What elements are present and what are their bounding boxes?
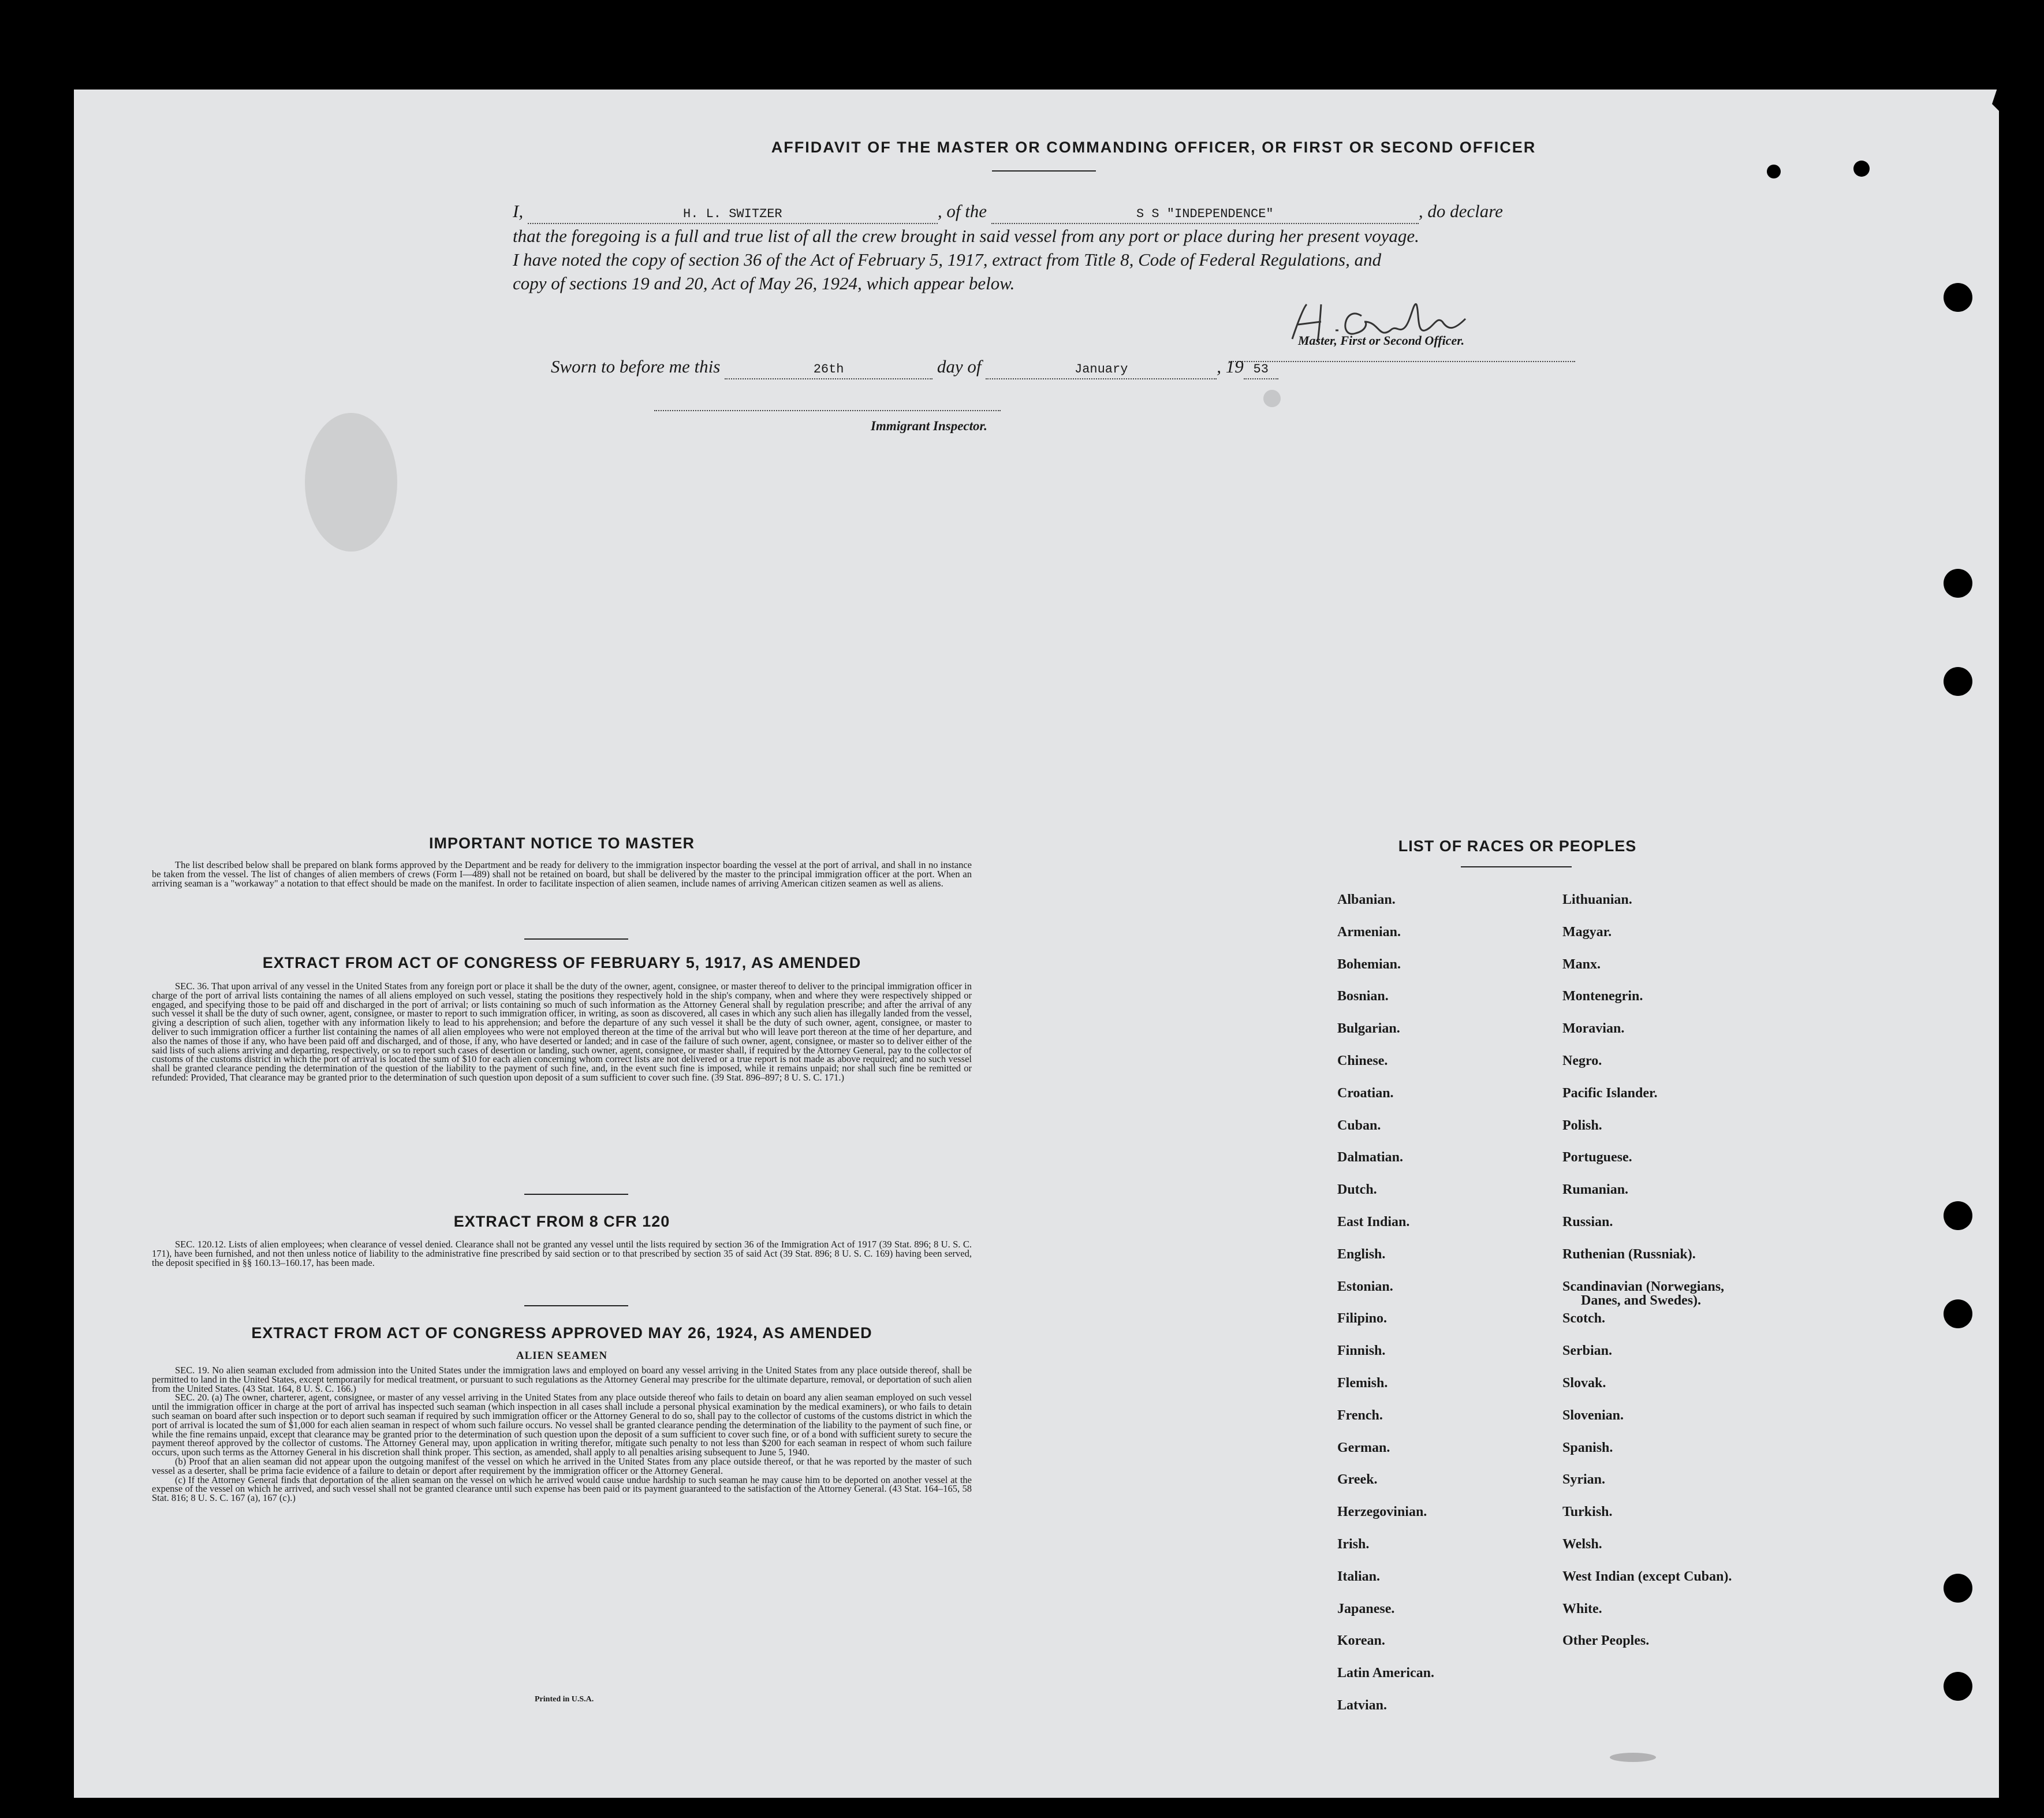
race-item: Finnish.	[1337, 1343, 1386, 1359]
title-divider	[992, 170, 1096, 172]
race-item: Spanish.	[1562, 1440, 1613, 1455]
race-item: French.	[1337, 1407, 1383, 1423]
race-item: Flemish.	[1337, 1376, 1388, 1391]
race-item: German.	[1337, 1440, 1390, 1455]
race-item: Korean.	[1337, 1633, 1385, 1649]
race-item: Syrian.	[1562, 1472, 1606, 1488]
sec20a-text: SEC. 20. (a) The owner, charterer, agent, consignee, or master of any vessel arriving in the United States from any place outside thereof who fails to detain on board any alien seaman employed on such vessel until the immigration officer in charge at the port of arrival has inspected such seaman (which inspection in all cases shall include a personal physical examination by the medical examiners), or who fails to detain such seaman on board after such inspection or to deport such seaman if required by such immigration officer or the Attorney General to do so, shall pay to the collector of customs of the customs district in which the port of arrival is located the sum of $1,000 for each alien seaman in respect of whom such failure occurs. No vessel shall be granted clearance pending the determination of the liability to the payment of such fine, or while the fine remains unpaid, except that clearance may be granted prior to the determination of such question upon the deposit of a sum sufficient to cover such fine, or of a bond with sufficient surety to secure the payment thereof approved by the collector of customs. The Attorney General may, upon application in writing therefor, mitigate such penalty to not less than $200 for each seaman in respect of whom such failure occurs, upon such terms as the Attorney General in his discretion shall think proper. This section, as amended, shall apply to all penalties arising subsequent to June 5, 1940.	[152, 1392, 972, 1458]
sworn-line	[551, 356, 1417, 379]
sec20c-text: (c) If the Attorney General finds that deportation of the alien seaman on the vessel on which he arrived would cause undue hardship to such seaman he may cause him to be deported on another vessel at the expense of the vessel on which he arrived, and such vessel shall not be granted clearance until such expense has been paid or its payment guaranteed to the satisfaction of the Attorney General. (43 Stat. 164–165, 58 Stat. 816; 8 U. S. C. 167 (a), 167 (c).)	[152, 1474, 972, 1504]
punch-hole-3	[1944, 283, 1972, 312]
race-item: Pacific Islander.	[1562, 1085, 1658, 1101]
punch-hole-1	[1767, 165, 1781, 178]
race-item: Lithuanian.	[1562, 892, 1632, 907]
race-item: East Indian.	[1337, 1215, 1410, 1230]
sworn-year-field: 53	[1244, 361, 1278, 379]
race-item: Dutch.	[1337, 1182, 1377, 1198]
race-item: Irish.	[1337, 1537, 1370, 1552]
race-item: Bulgarian.	[1337, 1021, 1400, 1037]
inspector-signature-line	[654, 410, 1001, 411]
race-item: White.	[1562, 1601, 1602, 1616]
day-of-label: day of	[937, 356, 982, 377]
race-item: Polish.	[1562, 1117, 1602, 1133]
race-item: Greek.	[1337, 1472, 1378, 1488]
declaration-paragraph	[513, 199, 1662, 295]
declaration-line-2: that the foregoing is a full and true list of all the crew brought in said vessel from any port or place during her present voyage.	[513, 226, 1419, 246]
do-declare-label: , do declare	[1418, 201, 1503, 221]
race-item: Croatian.	[1337, 1085, 1394, 1101]
section-divider-1	[524, 938, 628, 940]
races-divider	[1461, 866, 1572, 867]
notice-heading: IMPORTANT NOTICE TO MASTER	[429, 835, 695, 852]
race-item: Estonian.	[1337, 1279, 1393, 1294]
race-item: Russian.	[1562, 1215, 1613, 1230]
affidavit-title: AFFIDAVIT OF THE MASTER OR COMMANDING OFFICER, OR FIRST OR SECOND OFFICER	[771, 139, 1536, 156]
speck-mark	[1263, 390, 1281, 407]
sec19-text: SEC. 19. No alien seaman excluded from admission into the United States under the immigration laws and employed on board any vessel arriving in the United States from any place outside thereof, shall be permitted to land in the United States, except temporarily for medical treatment, or pursuant to such regulations as the Attorney General may prescribe for the ultimate departure, removal, or deportation of such alien from the United States. (43 Stat. 164, 8 U. S. C. 166.)	[152, 1365, 972, 1394]
race-item: Bohemian.	[1337, 956, 1401, 972]
race-item: Manx.	[1562, 956, 1601, 972]
punch-hole-2	[1853, 161, 1870, 177]
race-item: Armenian.	[1337, 924, 1401, 940]
torn-corner	[1929, 0, 2044, 196]
races-heading: LIST OF RACES OR PEOPLES	[1398, 837, 1637, 855]
of-the-label: , of the	[937, 201, 987, 221]
section-divider-2	[524, 1194, 628, 1195]
smudge-mark-bottom	[1610, 1753, 1656, 1762]
race-item: Filipino.	[1337, 1311, 1387, 1327]
race-item: Danes, and Swedes).	[1581, 1292, 1702, 1308]
smudge-mark	[305, 413, 397, 552]
extract-8cfr-heading: EXTRACT FROM 8 CFR 120	[453, 1213, 670, 1230]
extract-8cfr-text: SEC. 120.12. Lists of alien employees; when clearance of vessel denied. Clearance shall not be granted any vessel until the lists required by section 36 of the Immigration Act of 1917 (39 Stat. 896; 8 U. S. C. 171), have been furnished, and not then unless notice of liability to the administrative fine prescribed by said section or to that prescribed by section 35 of said Act (39 Stat. 896; 8 U. S. C. 169) having been served, the deposit specified in §§ 160.13–160.17, has been made.	[152, 1239, 972, 1268]
race-item: Cuban.	[1337, 1117, 1381, 1133]
punch-hole-8	[1944, 1574, 1972, 1603]
race-item: Scotch.	[1562, 1311, 1605, 1327]
race-item: West Indian (except Cuban).	[1562, 1569, 1732, 1584]
inspector-caption: Immigrant Inspector.	[871, 419, 987, 433]
declaration-line-3: I have noted the copy of section 36 of the Act of February 5, 1917, extract from Title 8, Code of Federal Regulations, and	[513, 249, 1382, 270]
document-page	[74, 90, 1999, 1798]
race-item: Turkish.	[1562, 1504, 1613, 1520]
alien-seamen-subheading: ALIEN SEAMEN	[516, 1350, 608, 1362]
sworn-month-field: January	[986, 361, 1217, 379]
punch-hole-6	[1944, 1201, 1972, 1230]
punch-hole-4	[1944, 569, 1972, 598]
master-name-field: H. L. SWITZER	[528, 206, 938, 224]
race-item: Negro.	[1562, 1053, 1602, 1068]
race-item: Latvian.	[1337, 1698, 1387, 1713]
race-item: Albanian.	[1337, 892, 1396, 907]
race-item: Ruthenian (Russniak).	[1562, 1246, 1696, 1262]
race-item: Magyar.	[1562, 924, 1612, 940]
race-item: Serbian.	[1562, 1343, 1613, 1359]
race-item: Welsh.	[1562, 1537, 1602, 1552]
race-item: Scandinavian (Norwegians,	[1562, 1279, 1725, 1294]
sworn-day-field: 26th	[725, 361, 933, 379]
extract-1917-heading: EXTRACT FROM ACT OF CONGRESS OF FEBRUARY 5, 1917, AS AMENDED	[262, 954, 861, 971]
extract-1917-text: SEC. 36. That upon arrival of any vessel in the United States from any foreign port or place it shall be the duty of the owner, agent, consignee, or master thereof to deliver to the principal immigration officer in charge of the port of arrival lists containing the names of all aliens employed on such vessel, stating the positions they respectively hold in the ship's company, when and where they were respectively shipped or engaged, and specifying those to be paid off and discharged in the port of arrival; or lists containing so much of such information as the Attorney General shall by regulation prescribe; and after the arrival of any such vessel it shall be the duty of such owner, agent, consignee, or master to report to such immigration officer, in writing, as soon as discovered, all cases in which any such alien has illegally landed from the vessel, giving a description of such alien, together with any information likely to lead to his apprehension; and before the departure of any such vessel it shall be the duty of such owner, agent, consignee, or master to deliver to such immigration officer a further list containing the names of all alien employees who were not employed thereon at the time of the arrival but who will leave port thereon at the time of her departure, and also the names of those if any, who have been paid off and discharged, and of those, if any, who have deserted or landed; and in case of the failure of such owner, agent, consignee, or master so to deliver either of the said lists of such aliens arriving and departing, respectively, or so to report such cases of desertion or landing, such owner, agent, consignee, or master shall, if required by the Attorney General, pay to the collector of customs of the customs district in which the port of arrival is located the sum of $10 for each alien concerning whom correct lists are not delivered or a true report is not made as above required; and no such vessel shall be granted clearance pending the determination of the question of the liability to the payment of such fine, and, in the event such fine is imposed, while it remains unpaid; nor shall such fine be remitted or refunded: Provided, That clearance may be granted prior to the determination of such question upon deposit of a sum sufficient to cover such fine. (39 Stat. 896–897; 8 U. S. C. 171.)	[152, 981, 972, 1083]
punch-hole-7	[1944, 1299, 1972, 1328]
sworn-label: Sworn to before me this	[551, 356, 721, 377]
race-item: Chinese.	[1337, 1053, 1388, 1068]
race-item: Montenegrin.	[1562, 989, 1643, 1004]
extract-1924-heading: EXTRACT FROM ACT OF CONGRESS APPROVED MAY 26, 1924, AS AMENDED	[251, 1324, 872, 1342]
race-item: Italian.	[1337, 1569, 1381, 1584]
year-prefix: , 19	[1217, 356, 1244, 377]
race-item: Slovenian.	[1562, 1407, 1624, 1423]
signature-caption: Master, First or Second Officer.	[1298, 333, 1465, 348]
race-item: Other Peoples.	[1562, 1633, 1650, 1649]
race-item: Japanese.	[1337, 1601, 1395, 1616]
vessel-name-field: S S "INDEPENDENCE"	[991, 206, 1419, 224]
section-divider-3	[524, 1305, 628, 1306]
race-item: Moravian.	[1562, 1021, 1625, 1037]
notice-text: The list described below shall be prepared on blank forms approved by the Department and be ready for delivery to the immigration inspector boarding the vessel at the port of arrival, and shall in no instance be taken from the vessel. The list of changes of alien members of crews (Form I—489) shall not be retained on board, but shall be delivered by the master to the principal immigration officer at the port. When an arriving seaman is a "workaway" a notation to that effect should be made on the manifest. In order to facilitate inspection of alien seamen, include names of arriving American citizen seamen as well as aliens.	[152, 859, 972, 889]
sec20b-text: (b) Proof that an alien seaman did not appear upon the outgoing manifest of the vessel on which he arrived in the United States from any place outside thereof, or that he was reported by the master of such vessel as a deserter, shall be prima facie evidence of a failure to detain or deport after requirement by the immigration officer or the Attorney General.	[152, 1455, 972, 1476]
punch-hole-5	[1944, 667, 1972, 696]
race-item: Rumanian.	[1562, 1182, 1629, 1198]
race-item: Portuguese.	[1562, 1150, 1632, 1165]
race-item: Slovak.	[1562, 1376, 1606, 1391]
race-item: Latin American.	[1337, 1666, 1434, 1681]
declaration-line-4: copy of sections 19 and 20, Act of May 26, 1924, which appear below.	[513, 273, 1015, 293]
i-label: I,	[513, 201, 524, 221]
race-item: Herzegovinian.	[1337, 1504, 1427, 1520]
punch-hole-9	[1944, 1672, 1972, 1701]
race-item: Dalmatian.	[1337, 1150, 1403, 1165]
race-item: Bosnian.	[1337, 989, 1389, 1004]
extract-1924-body	[152, 1366, 972, 1503]
printed-in-usa: Printed in U.S.A.	[535, 1695, 594, 1704]
race-item: English.	[1337, 1246, 1386, 1262]
